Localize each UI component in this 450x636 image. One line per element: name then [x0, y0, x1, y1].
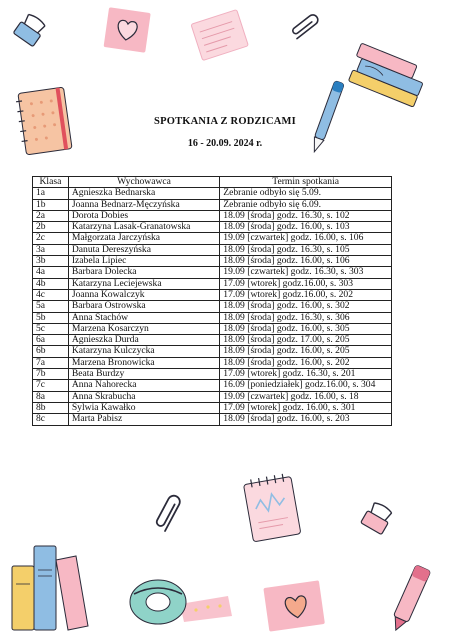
table-row — [33, 199, 392, 210]
table-row — [33, 278, 392, 289]
cell-meeting-time: 18.09 [środa] godz. 17.00, s. 205 — [220, 335, 392, 346]
binder-clip-icon — [356, 500, 396, 540]
cell-class: 5b — [33, 312, 69, 323]
cell-meeting-time: Zebranie odbyło się 6.09. — [220, 199, 392, 210]
cell-class: 3b — [33, 256, 69, 267]
table-row — [33, 402, 392, 413]
cell-teacher: Danuta Dereszyńska — [68, 244, 219, 255]
cell-class: 5a — [33, 301, 69, 312]
paperclip-icon — [288, 12, 328, 48]
cell-teacher: Anna Stachów — [68, 312, 219, 323]
cell-teacher: Barbara Dolecka — [68, 267, 219, 278]
table-row — [33, 222, 392, 233]
cell-teacher: Anna Nahorecka — [68, 380, 219, 391]
cell-class: 8c — [33, 414, 69, 425]
table-row — [33, 312, 392, 323]
notepad-icon — [186, 6, 254, 66]
cell-teacher: Anna Skrabucha — [68, 391, 219, 402]
cell-teacher: Sylwia Kawałko — [68, 402, 219, 413]
table-row — [33, 244, 392, 255]
cell-meeting-time: 18.09 [środa] godz. 16.00, s. 205 — [220, 346, 392, 357]
cell-class: 4c — [33, 289, 69, 300]
cell-class: 6b — [33, 346, 69, 357]
cell-meeting-time: 17.09 [wtorek] godz.16.00, s. 303 — [220, 278, 392, 289]
cell-teacher: Marzena Bronowicka — [68, 357, 219, 368]
document-title: SPOTKANIA Z RODZICAMI — [154, 116, 296, 127]
table-row — [33, 380, 392, 391]
cell-class: 2c — [33, 233, 69, 244]
binder-clip-icon — [8, 12, 50, 54]
table-row — [33, 391, 392, 402]
cell-class: 8a — [33, 391, 69, 402]
cell-teacher: Barbara Ostrowska — [68, 301, 219, 312]
books-stack-icon — [8, 540, 92, 632]
cell-class: 1a — [33, 188, 69, 199]
cell-class: 2a — [33, 210, 69, 221]
cell-meeting-time: 18.09 [środa] godz. 16.30, s. 105 — [220, 244, 392, 255]
cell-teacher: Dorota Dobies — [68, 210, 219, 221]
cell-class: 2b — [33, 222, 69, 233]
cell-meeting-time: 18.09 [środa] godz. 16.00, s. 302 — [220, 301, 392, 312]
table-row — [33, 323, 392, 334]
cell-meeting-time: Zebranie odbyło się 5.09. — [220, 188, 392, 199]
cell-meeting-time: 17.09 [wtorek] godz. 16.30, s. 201 — [220, 369, 392, 380]
cell-teacher: Katarzyna Lasak-Granatowska — [68, 222, 219, 233]
cell-class: 6a — [33, 335, 69, 346]
header-class: Klasa — [33, 177, 69, 188]
cell-teacher: Marta Pabisz — [68, 414, 219, 425]
table-row — [33, 335, 392, 346]
cell-teacher: Marzena Kosarczyn — [68, 323, 219, 334]
table-row — [33, 233, 392, 244]
cell-teacher: Katarzyna Kulczycka — [68, 346, 219, 357]
table-row — [33, 369, 392, 380]
cell-teacher: Joanna Kowalczyk — [68, 289, 219, 300]
paperclip-icon — [152, 490, 194, 542]
table-row — [33, 301, 392, 312]
cell-teacher: Beata Burdzy — [68, 369, 219, 380]
cell-class: 3a — [33, 244, 69, 255]
tape-roll-icon — [120, 574, 236, 630]
table-row — [33, 357, 392, 368]
cell-meeting-time: 18.09 [środa] godz. 16.00, s. 305 — [220, 323, 392, 334]
cell-class: 7c — [33, 380, 69, 391]
cell-teacher: Agnieszka Bednarska — [68, 188, 219, 199]
table-row — [33, 346, 392, 357]
cell-class: 7a — [33, 357, 69, 368]
cell-class: 5c — [33, 323, 69, 334]
table-row — [33, 414, 392, 425]
table-row — [33, 188, 392, 199]
cell-meeting-time: 19.09 [czwartek] godz. 16.00, s. 106 — [220, 233, 392, 244]
cell-class: 1b — [33, 199, 69, 210]
date-range: 16 - 20.09. 2024 r. — [187, 138, 263, 149]
cell-teacher: Katarzyna Leciejewska — [68, 278, 219, 289]
cell-meeting-time: 18.09 [środa] godz. 16.30, s. 306 — [220, 312, 392, 323]
table-row — [33, 210, 392, 221]
meeting-schedule-table — [32, 176, 392, 426]
cell-meeting-time: 18.09 [środa] godz. 16.00, s. 203 — [220, 414, 392, 425]
cell-class: 7b — [33, 369, 69, 380]
cell-teacher: Izabela Lipiec — [68, 256, 219, 267]
cell-meeting-time: 16.09 [poniedziałek] godz.16.00, s. 304 — [220, 380, 392, 391]
table-header-row — [33, 177, 392, 188]
header-meeting-time: Termin spotkania — [220, 177, 392, 188]
table-row — [33, 289, 392, 300]
cell-meeting-time: 19.09 [czwartek] godz. 16.30, s. 303 — [220, 267, 392, 278]
table-row — [33, 267, 392, 278]
cell-meeting-time: 19.09 [czwartek] godz. 16.00, s. 18 — [220, 391, 392, 402]
cell-class: 4a — [33, 267, 69, 278]
cell-meeting-time: 18.09 [środa] godz. 16.00, s. 106 — [220, 256, 392, 267]
cell-meeting-time: 17.09 [wtorek] godz. 16.00, s. 301 — [220, 402, 392, 413]
cell-meeting-time: 18.09 [środa] godz. 16.30, s. 102 — [220, 210, 392, 221]
cell-teacher: Agnieszka Durda — [68, 335, 219, 346]
heart-sticky-note-icon — [256, 576, 332, 634]
heart-sticky-note-icon — [98, 4, 156, 58]
cell-teacher: Joanna Bednarz-Męczyńska — [68, 199, 219, 210]
table-row — [33, 256, 392, 267]
cell-class: 4b — [33, 278, 69, 289]
cell-meeting-time: 17.09 [wtorek] godz.16.00, s. 202 — [220, 289, 392, 300]
header-teacher: Wychowawca — [68, 177, 219, 188]
highlighter-icon — [386, 552, 440, 636]
cell-meeting-time: 18.09 [środa] godz. 16.00, s. 202 — [220, 357, 392, 368]
books-stack-icon — [344, 34, 436, 114]
spiral-memo-icon — [240, 470, 306, 546]
cell-teacher: Małgorzata Jarczyńska — [68, 233, 219, 244]
cell-class: 8b — [33, 402, 69, 413]
cell-meeting-time: 18.09 [środa] godz. 16.00, s. 103 — [220, 222, 392, 233]
